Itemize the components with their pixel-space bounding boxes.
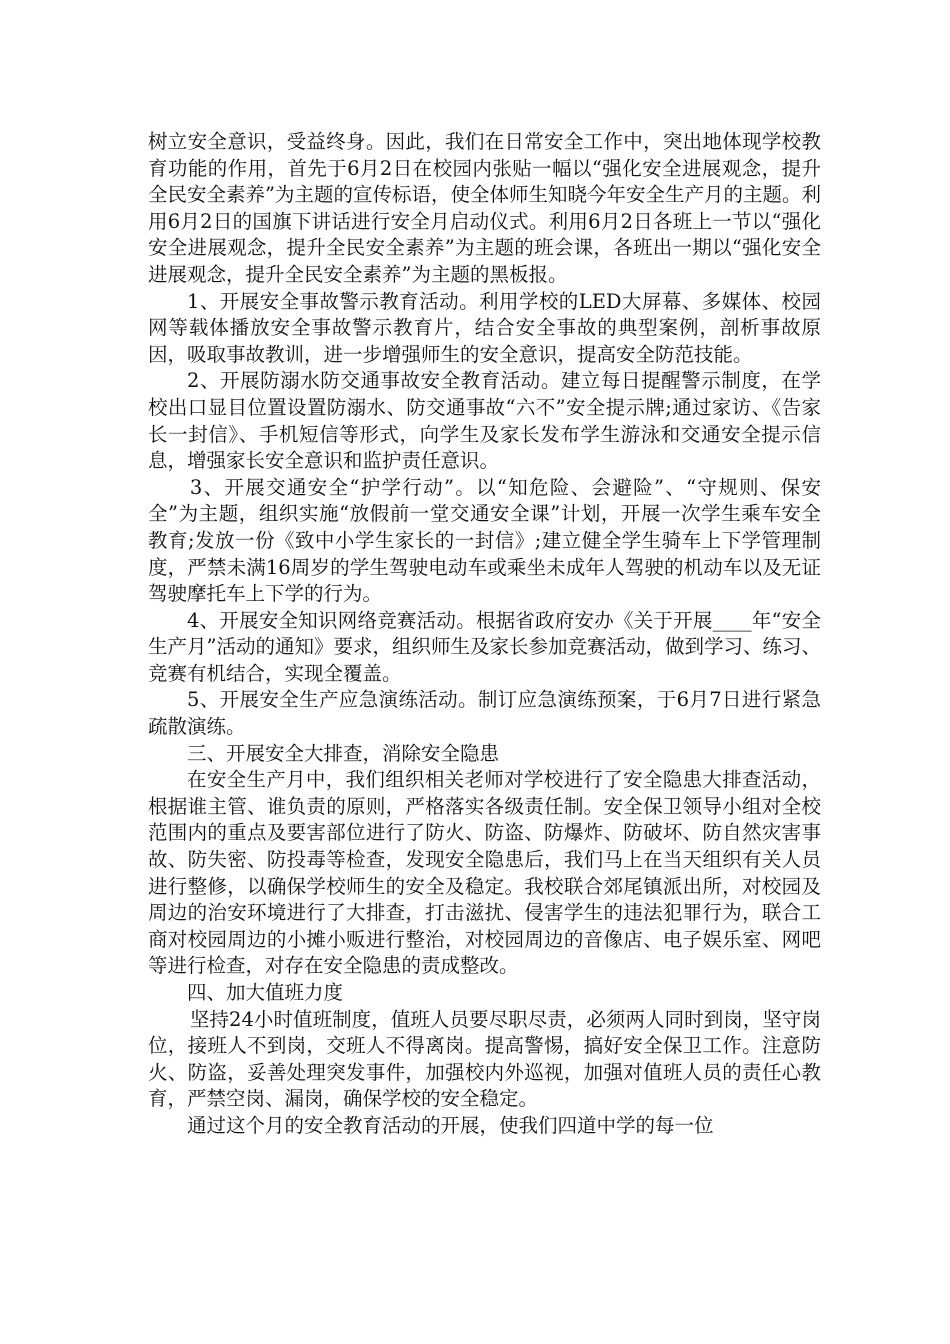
paragraph-duty: 坚持24小时值班制度，值班人员要尽职尽责，必须两人同时到岗，坚守岗位，接班人不到岗，交班人不得离岗。提高警惕，搞好安全保卫工作。注意防火、防盗，妥善处理突发事件，加强校内外巡视，加强对值班人员的责任心教育，严禁空岗、漏岗，确保学校的安全稳定。 bbox=[148, 1007, 821, 1111]
paragraph-item-4: 4、开展安全知识网络竞赛活动。根据省政府安办《关于开展____年“安全生产月”活动的通知》要求，组织师生及家长参加竞赛活动，做到学习、练习、竞赛有机结合，实现全覆盖。 bbox=[148, 608, 821, 685]
paragraph-closing: 通过这个月的安全教育活动的开展，使我们四道中学的每一位 bbox=[187, 1113, 714, 1137]
document-page bbox=[148, 129, 821, 1140]
paragraph-item-2: 2、开展防溺水防交通事故安全教育活动。建立每日提醒警示制度，在学校出口显目位置设置防溺水、防交通事故“六不”安全提示牌;通过家访、《告家长一封信》、手机短信等形式，向学生及家长发布学生游泳和交通安全提示信息，增强家长安全意识和监护责任意识。 bbox=[148, 369, 821, 473]
paragraph-item-5: 5、开展安全生产应急演练活动。制订应急演练预案，于6月7日进行紧急疏散演练。 bbox=[148, 688, 821, 739]
paragraph-inspection: 在安全生产月中，我们组织相关老师对学校进行了安全隐患大排查活动，根据谁主管、谁负责的原则，严格落实各级责任制。安全保卫领导小组对全校范围内的重点及要害部位进行了防火、防盗、防爆炸、防破坏、防自然灾害事故、防失密、防投毒等检查，发现安全隐患后，我们马上在当天组织有关人员进行整修，以确保学校师生的安全及稳定。我校联合郊尾镇派出所，对校园及周边的治安环境进行了大排查，打击滋扰、侵害学生的违法犯罪行为，联合工商对校园周边的小摊小贩进行整治，对校园周边的音像店、电子娱乐室、网吧等进行检查，对存在安全隐患的责成整改。 bbox=[148, 768, 821, 978]
paragraph-intro: 树立安全意识，受益终身。因此，我们在日常安全工作中，突出地体现学校教育功能的作用，首先于6月2日在校园内张贴一幅以“强化安全进展观念，提升全民安全素养”为主题的宣传标语，使全体师生知晓今年安全生产月的主题。利用6月2日的国旗下讲话进行安全月启动仪式。利用6月2日各班上一节以“强化安全进展观念，提升全民安全素养”为主题的班会课，各班出一期以“强化安全进展观念，提升全民安全素养”为主题的黑板报。 bbox=[148, 130, 821, 286]
section-heading-3: 三、开展安全大排查，消除安全隐患 bbox=[187, 741, 500, 765]
paragraph-item-1: 1、开展安全事故警示教育活动。利用学校的LED大屏幕、多媒体、校园网等载体播放安全事故警示教育片，结合安全事故的典型案例，剖析事故原因，吸取事故教训，进一步增强师生的安全意识，提高安全防范技能。 bbox=[148, 289, 821, 366]
section-heading-4: 四、加大值班力度 bbox=[187, 981, 344, 1004]
paragraph-item-3: 3、开展交通安全“护学行动”。以“知危险、会避险”、“守规则、保安全”为主题，组织实施“放假前一堂交通安全课”计划，开展一次学生乘车安全教育;发放一份《致中小学生家长的一封信》;建立健全学生骑车上下学管理制度，严禁未满16周岁的学生驾驶电动车或乘坐未成年人驾驶的机动车以及无证驾驶摩托车上下学的行为。 bbox=[148, 475, 821, 606]
